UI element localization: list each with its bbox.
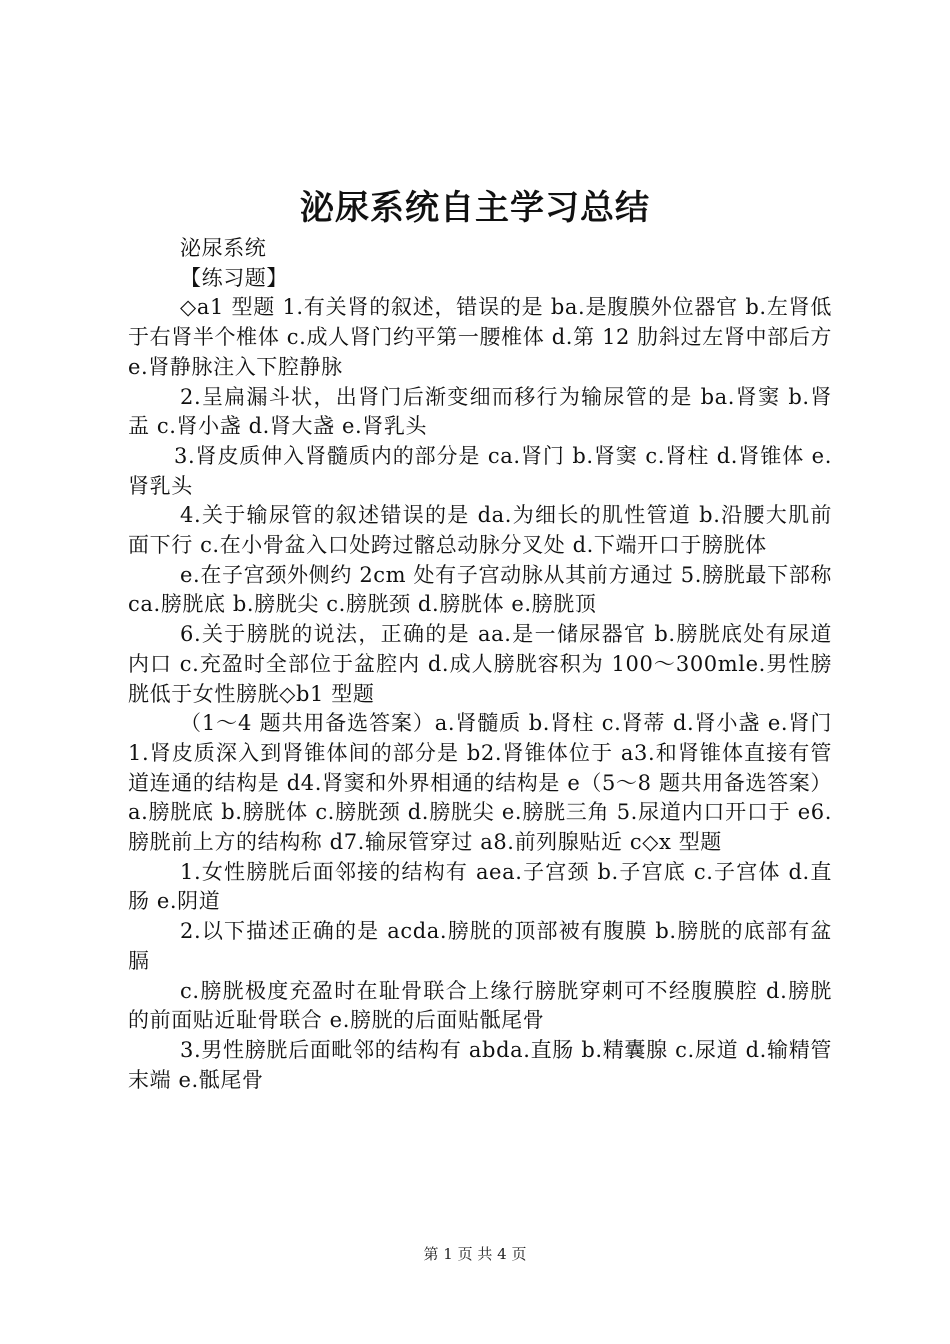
question-paragraph: 6.关于膀胱的说法，正确的是 aa.是一储尿器官 b.膀胱底处有尿道内口 c.充盈时全部位于盆腔内 d.成人膀胱容积为 100～300mle.男性膀胱低于女性膀胱◇b1 型题 <box>128 622 832 706</box>
question-paragraph: 4.关于输尿管的叙述错误的是 da.为细长的肌性管道 b.沿腰大肌前面下行 c.在小骨盆入口处跨过髂总动脉分叉处 d.下端开口于膀胱体 <box>128 503 832 558</box>
question-paragraph: （1～4 题共用备选答案）a.肾髓质 b.肾柱 c.肾蒂 d.肾小盏 e.肾门 1.肾皮质深入到肾锥体间的部分是 b2.肾锥体位于 a3.和肾锥体直接有管道连通的结构是 d4.肾窦和外界相通的结构是 e（5～8 题共用备选答案）a.膀胱底 b.膀胱体 c.膀胱颈 d.膀胱尖 e.膀胱三角 5.尿道内口开口于 e6.膀胱前上方的结构称 d7.输尿管穿过 a8.前列腺贴近 c◇x 型题 <box>128 711 832 855</box>
document-body <box>128 234 832 1095</box>
exercise-heading: 【练习题】 <box>180 265 288 290</box>
page-footer: 第 1 页 共 4 页 <box>423 1245 527 1263</box>
question-paragraph: 3.男性膀胱后面毗邻的结构有 abda.直肠 b.精囊腺 c.尿道 d.输精管末端 e.骶尾骨 <box>128 1037 832 1092</box>
question-paragraph: 3.肾皮质伸入肾髓质内的部分是 ca.肾门 b.肾窦 c.肾柱 d.肾锥体 e.肾乳头 <box>128 443 832 498</box>
question-paragraph: 2.呈扁漏斗状，出肾门后渐变细而移行为输尿管的是 ba.肾窦 b.肾盂 c.肾小盏 d.肾大盏 e.肾乳头 <box>128 384 832 439</box>
question-paragraph: c.膀胱极度充盈时在耻骨联合上缘行膀胱穿刺可不经腹膜腔 d.膀胱的前面贴近耻骨联合 e.膀胱的后面贴骶尾骨 <box>128 978 832 1033</box>
question-paragraph: ◇a1 型题 1.有关肾的叙述，错误的是 ba.是腹膜外位器官 b.左肾低于右肾半个椎体 c.成人肾门约平第一腰椎体 d.第 12 肋斜过左肾中部后方 e.肾静脉注入下腔静脉 <box>128 295 832 379</box>
question-paragraph: 1.女性膀胱后面邻接的结构有 aea.子宫颈 b.子宫底 c.子宫体 d.直肠 e.阴道 <box>128 859 832 914</box>
question-paragraph: 2.以下描述正确的是 acda.膀胱的顶部被有腹膜 b.膀胱的底部有盆膈 <box>128 919 832 973</box>
document-title: 泌尿系统自主学习总结 <box>300 188 650 228</box>
section-heading: 泌尿系统 <box>180 236 267 260</box>
question-paragraph: e.在子宫颈外侧约 2cm 处有子宫动脉从其前方通过 5.膀胱最下部称 ca.膀胱底 b.膀胱尖 c.膀胱颈 d.膀胱体 e.膀胱顶 <box>128 562 832 617</box>
